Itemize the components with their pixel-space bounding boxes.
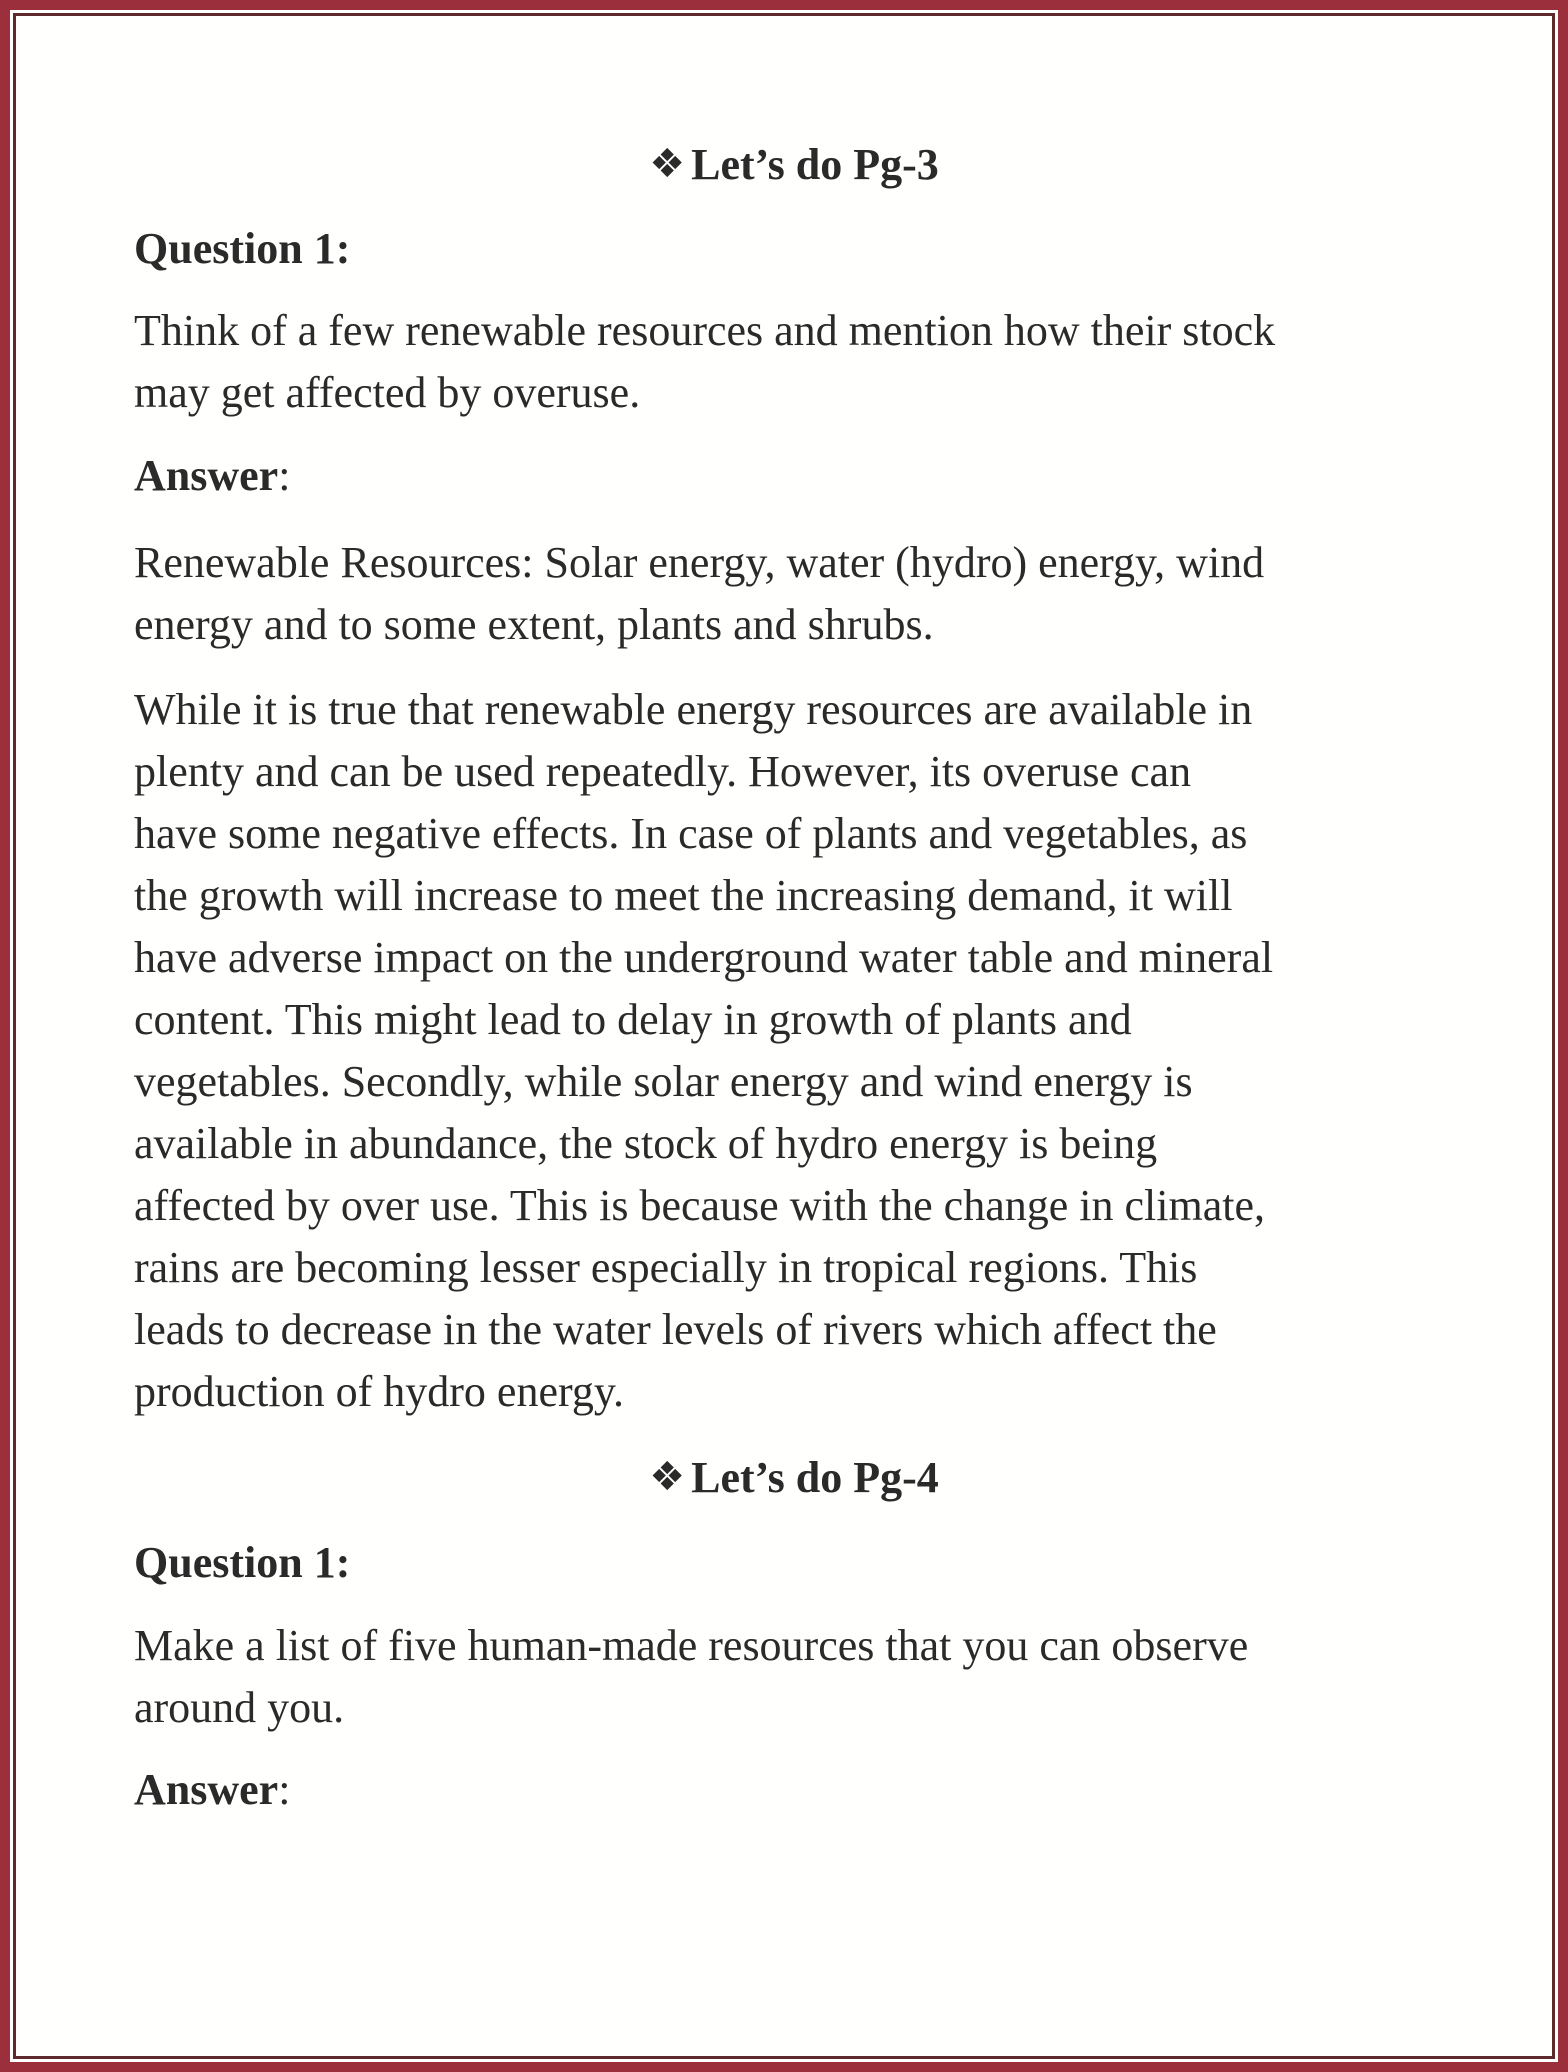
text-line: available in abundance, the stock of hydro energy is being — [134, 1119, 1158, 1168]
diamond-bullet-icon: ❖ — [649, 1454, 686, 1500]
text-line: have some negative effects. In case of plants and vegetables, as — [134, 809, 1248, 858]
text-line: leads to decrease in the water levels of rivers which affect the — [134, 1305, 1217, 1354]
text-line: While it is true that renewable energy resources are available in — [134, 685, 1253, 734]
section-title: Let’s do Pg-4 — [691, 1453, 939, 1502]
text-line: affected by over use. This is because with the change in climate, — [134, 1181, 1265, 1230]
text-line: the growth will increase to meet the increasing demand, it will — [134, 871, 1233, 920]
answer-paragraph-explanation — [134, 679, 1434, 1423]
question-text — [134, 1615, 1434, 1739]
question-label-colon: : — [335, 1538, 351, 1587]
section-title: Let’s do Pg-3 — [691, 140, 939, 189]
text-line: Make a list of five human-made resources that you can observe — [134, 1621, 1249, 1670]
text-line: may get affected by overuse. — [134, 368, 641, 417]
text-line: around you. — [134, 1683, 345, 1732]
answer-label-colon: : — [278, 451, 291, 500]
answer-label-text: Answer — [134, 451, 279, 500]
question-label — [134, 218, 350, 280]
text-line: production of hydro energy. — [134, 1367, 624, 1416]
text-line: have adverse impact on the underground water table and mineral — [134, 933, 1274, 982]
text-line: energy and to some extent, plants and shrubs. — [134, 600, 934, 649]
text-line: rains are becoming lesser especially in tropical regions. This — [134, 1243, 1198, 1292]
question-label-text: Question 1 — [134, 1538, 336, 1587]
answer-label — [134, 1759, 290, 1821]
answer-label-colon: : — [278, 1765, 291, 1814]
text-line: Renewable Resources: Solar energy, water (hydro) energy, wind — [134, 538, 1265, 587]
answer-label-text: Answer — [134, 1765, 279, 1814]
diamond-bullet-icon: ❖ — [649, 141, 686, 187]
text-line: vegetables. Secondly, while solar energy and wind energy is — [134, 1057, 1193, 1106]
answer-paragraph-resources — [134, 532, 1434, 656]
answer-label — [134, 445, 290, 507]
text-line: plenty and can be used repeatedly. However, its overuse can — [134, 747, 1192, 796]
section-heading-pg3 — [134, 134, 1434, 197]
question-label-text: Question 1 — [134, 224, 336, 273]
text-line: Think of a few renewable resources and mention how their stock — [134, 306, 1276, 355]
text-line: content. This might lead to delay in growth of plants and — [134, 995, 1132, 1044]
section-heading-pg4 — [134, 1447, 1434, 1510]
question-text — [134, 300, 1434, 424]
question-label-colon: : — [335, 224, 351, 273]
question-label — [134, 1532, 350, 1594]
